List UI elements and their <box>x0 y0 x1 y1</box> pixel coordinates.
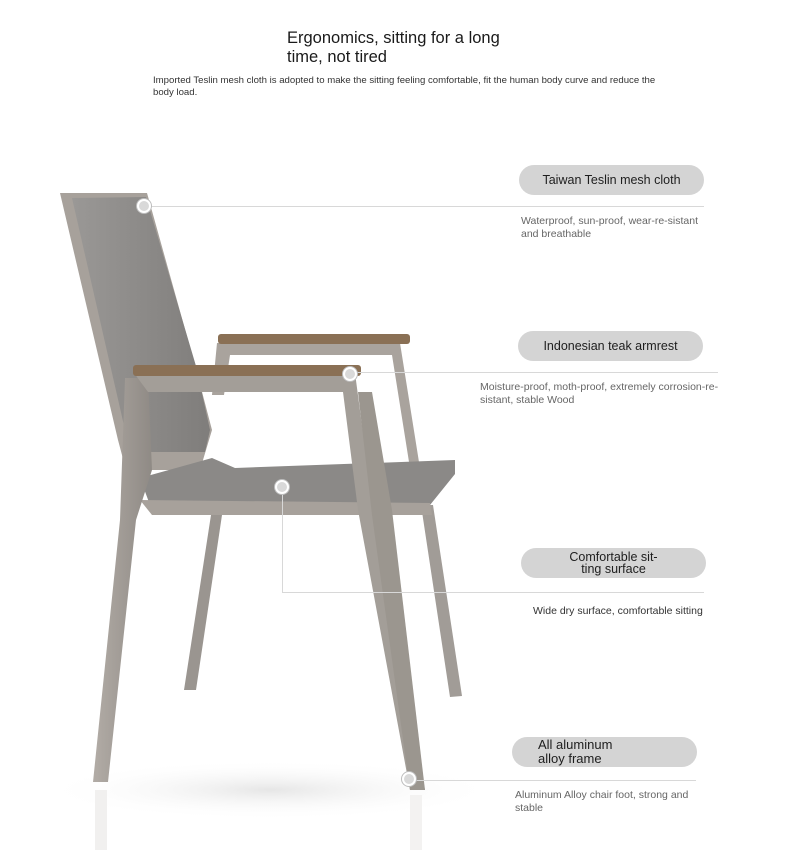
far-armrest-teak <box>218 334 410 344</box>
leader-line-seat <box>282 592 704 593</box>
hotspot-dot-armrest[interactable] <box>343 367 357 381</box>
feature-label-frame: All aluminum alloy frame <box>512 737 697 767</box>
leg-reflection <box>95 790 107 850</box>
leader-line-frame <box>410 780 696 781</box>
rear-left-leg <box>184 515 222 690</box>
near-armrest-teak <box>133 365 361 376</box>
seat-mesh <box>140 458 455 505</box>
rear-right-leg <box>421 505 462 697</box>
hotspot-dot-mesh[interactable] <box>137 199 151 213</box>
page-title: Ergonomics, sitting for a long time, not tired <box>287 29 500 66</box>
feature-description-frame: Aluminum Alloy chair foot, strong and stable <box>515 789 689 814</box>
hotspot-dot-frame[interactable] <box>402 772 416 786</box>
feature-label-armrest: Indonesian teak armrest <box>518 331 703 361</box>
feature-description-armrest: Moisture-proof, moth-proof, extremely corrosion-re-sistant, stable Wood <box>480 381 719 406</box>
feature-description-seat: Wide dry surface, comfortable sitting <box>533 605 703 617</box>
feature-label-seat: Comfortable sit-ting surface <box>521 548 706 578</box>
leader-line-seat-vertical <box>282 489 283 593</box>
leader-line-armrest <box>352 372 718 373</box>
hotspot-dot-seat[interactable] <box>275 480 289 494</box>
page-subtitle: Imported Teslin mesh cloth is adopted to make the sitting feeling comfortable, fit the human body curve and reduce the body load. <box>153 75 656 98</box>
leader-line-mesh <box>146 206 704 207</box>
feature-label-mesh: Taiwan Teslin mesh cloth <box>519 165 704 195</box>
leg-reflection <box>410 795 422 850</box>
feature-description-mesh: Waterproof, sun-proof, wear-re-sistant and breathable <box>521 215 699 240</box>
